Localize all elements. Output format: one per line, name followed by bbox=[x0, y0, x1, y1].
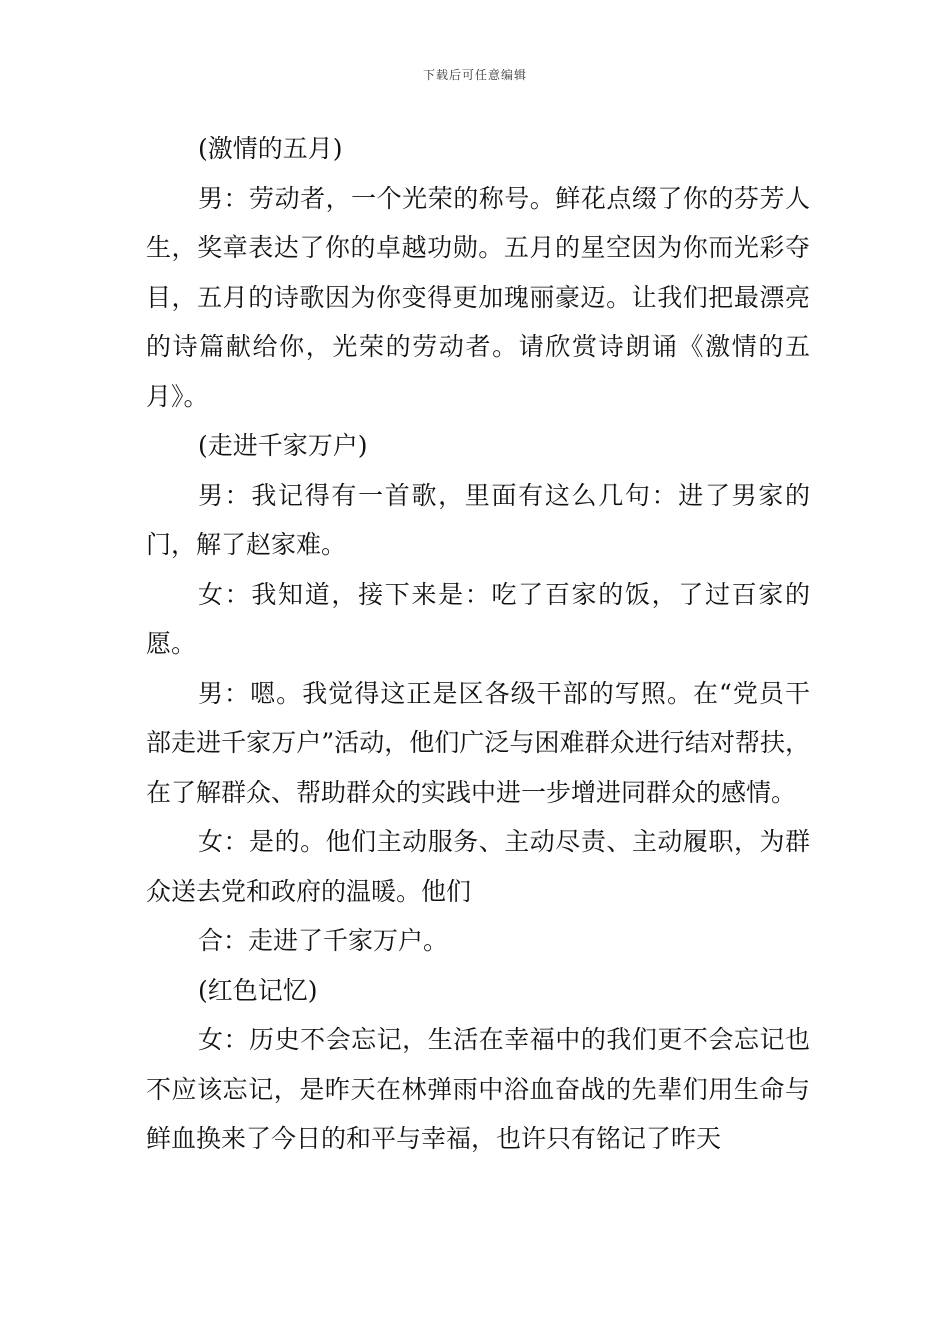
section-heading-red-memory: (红色记忆) bbox=[198, 975, 318, 1005]
dialogue-paragraph: 合：走进了千家万户。 bbox=[198, 926, 449, 955]
dialogue-paragraph: 女：是的。他们主动服务、主动尽责、主动履职，为群众送去党和政府的温暖。他们 bbox=[146, 827, 810, 906]
dialogue-paragraph: 女：我知道，接下来是：吃了百家的饭，了过百家的愿。 bbox=[146, 579, 810, 658]
dialogue-paragraph: 女：历史不会忘记，生活在幸福中的我们更不会忘记也不应该忘记，是昨天在林弹雨中浴血奋战的先辈们用生命与鲜血换来了今日的和平与幸福，也许只有铭记了昨天 bbox=[146, 1025, 810, 1153]
header-note: 下载后可任意编辑 bbox=[422, 68, 527, 82]
document-body bbox=[146, 124, 810, 1164]
dialogue-paragraph: 男：我记得有一首歌，里面有这么几句：进了男家的门，解了赵家难。 bbox=[146, 480, 810, 559]
dialogue-paragraph: 男：嗯。我觉得这正是区各级干部的写照。在“党员干部走进千家万户”活动，他们广泛与困难群众进行结对帮扶，在了解群众、帮助群众的实践中进一步增进同群众的感情。 bbox=[146, 678, 810, 807]
section-heading-passion-may: (激情的五月) bbox=[198, 134, 343, 163]
section-heading-households: (走进千家万户) bbox=[198, 431, 368, 460]
dialogue-paragraph: 男：劳动者，一个光荣的称号。鲜花点缀了你的芬芳人生，奖章表达了你的卓越功勋。五月的星空因为你而光彩夺目，五月的诗歌因为你变得更加瑰丽豪迈。让我们把最漂亮的诗篇献给你，光荣的劳动者。请欣赏诗朗诵《激情的五月》。 bbox=[146, 183, 810, 411]
